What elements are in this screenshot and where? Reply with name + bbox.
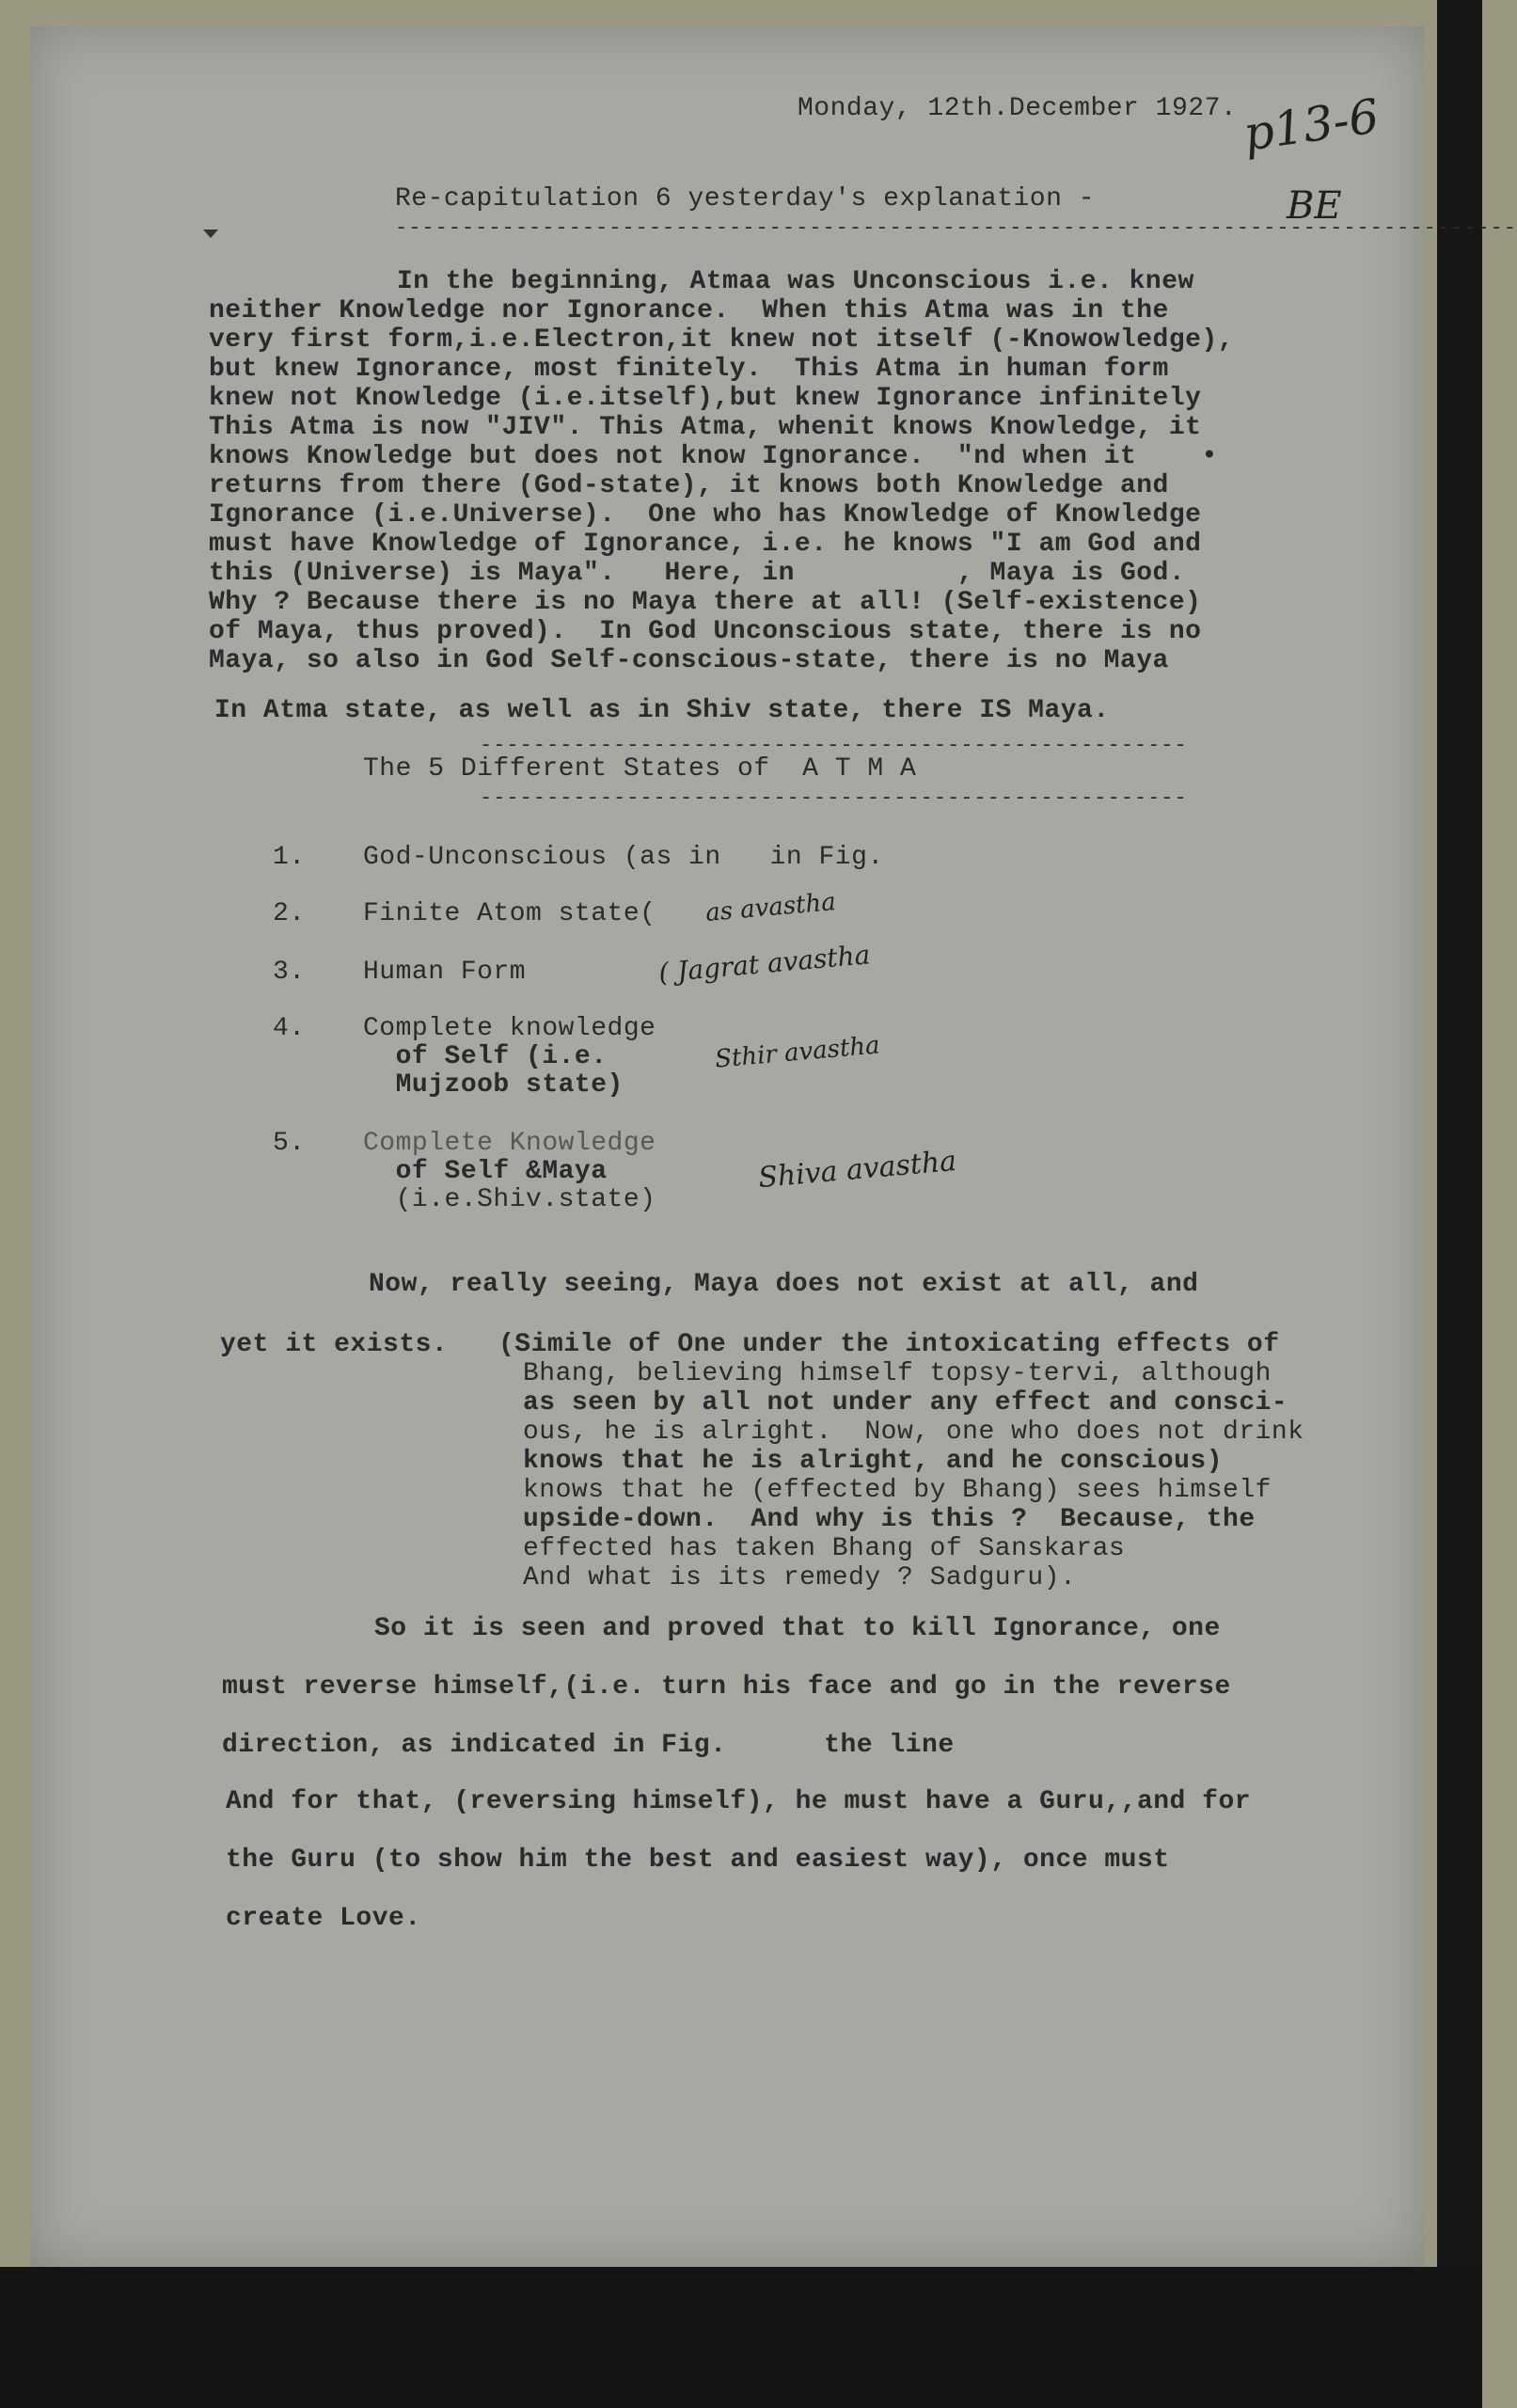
maya-statement: Now, really seeing, Maya does not exist at all, and [369,1270,1199,1299]
handwritten-state-note: as avastha [703,888,837,927]
heading-underline: ------------------------------------------------------------------------------------ [395,216,1517,240]
state-number: 2. [273,899,306,928]
simile-line: upside-down. And why is this ? Because, the [523,1505,1256,1534]
state-text: God-Unconscious (as in in Fig. [363,843,884,872]
state-text: (i.e.Shiv.state) [363,1185,656,1214]
para1-line: In the beginning, Atmaa was Unconscious i.e. knew [397,267,1194,296]
state-text: Finite Atom state( [363,899,656,928]
state-text: Complete knowledge [363,1014,656,1043]
handwritten-state-note: Shiva avastha [756,1144,958,1196]
simile-line: knows that he is alright, and he conscious) [523,1447,1240,1476]
para1-line: Maya, so also in God Self-conscious-state, there is no Maya [209,646,1169,675]
conclusion-line: the Guru (to show him the best and easiest way), once must [226,1846,1170,1875]
state-number: 1. [273,843,306,872]
margin-mark [203,230,218,238]
para1-line: Why ? Because there is no Maya there at all! (Self-existence) [209,588,1202,617]
conclusion-line: create Love. [226,1904,421,1933]
para1-line: knew not Knowledge (i.e.itself),but knew Ignorance infinitely [209,384,1202,413]
simile-line: as seen by all not under any effect and consci- [523,1388,1288,1418]
simile-line: knows that he (effected by Bhang) sees himself [523,1476,1272,1505]
para1-line: must have Knowledge of Ignorance, i.e. he knows "I am God and [209,530,1202,559]
state-text: Complete Knowledge [363,1129,656,1158]
states-heading: The 5 Different States of A T M A [363,754,917,784]
states-heading-underline: ----------------------------------------------------- [480,786,1188,810]
conclusion-line: And for that, (reversing himself), he must have a Guru,,and for [226,1787,1252,1816]
document-date: Monday, 12th.December 1927. [798,94,1238,123]
state-text: Human Form [363,958,527,987]
conclusion-line: So it is seen and proved that to kill Ignorance, one [374,1614,1221,1643]
simile-line: ous, he is alright. Now, one who does not drink [523,1418,1304,1447]
para1-line: returns from there (God-state), it knows both Knowledge and [209,471,1169,500]
para1-line: Ignorance (i.e.Universe). One who has Knowledge of Knowledge [209,500,1202,530]
simile-line: effected has taken Bhang of Sanskaras [523,1534,1126,1563]
atma-shiv-statement: In Atma state, as well as in Shiv state, there IS Maya. [214,696,1110,725]
handwritten-initials: BE [1287,184,1342,228]
para1-line: neither Knowledge nor Ignorance. When this Atma was in the [209,296,1169,325]
states-heading-overline: ----------------------------------------------------- [480,734,1188,757]
scan-edge-bottom [0,2267,1482,2408]
handwritten-state-note: ( Jagrat avastha [656,939,872,989]
simile-lead: yet it exists. [220,1330,449,1359]
state-text: of Self (i.e. [363,1042,608,1071]
handwritten-page-ref: p13-6 [1240,88,1383,162]
para1-line: very first form,i.e.Electron,it knew not itself (-Knowowledge), [209,325,1235,355]
simile-line: And what is its remedy ? Sadguru). [523,1563,1077,1592]
conclusion-line: must reverse himself,(i.e. turn his face and go in the reverse [222,1672,1231,1702]
recap-heading: Re-capitulation 6 yesterday's explanation - [395,184,1096,214]
conclusion-line: direction, as indicated in Fig. the line [222,1731,955,1760]
para1-line: but knew Ignorance, most finitely. This Atma in human form [209,355,1169,384]
simile-line: Bhang, believing himself topsy-tervi, although [523,1359,1272,1388]
para1-line: knows Knowledge but does not know Ignorance. "nd when it • [209,442,1218,471]
state-text: Mujzoob state) [363,1070,624,1100]
para1-line: This Atma is now "JIV". This Atma, whenit knows Knowledge, it [209,413,1202,442]
paragraph-beginning [209,267,1234,675]
simile-line: (Simile of One under the intoxicating effects of [498,1330,1280,1359]
simile-block [523,1359,1304,1592]
state-text: of Self &Maya [363,1157,608,1186]
state-number: 4. [273,1014,306,1043]
state-number: 3. [273,958,306,987]
state-number: 5. [273,1129,306,1158]
para1-line: of Maya, thus proved). In God Unconscious state, there is no [209,617,1202,646]
para1-line: this (Universe) is Maya". Here, in , Maya is God. [209,559,1186,588]
handwritten-state-note: Sthir avastha [714,1031,881,1074]
